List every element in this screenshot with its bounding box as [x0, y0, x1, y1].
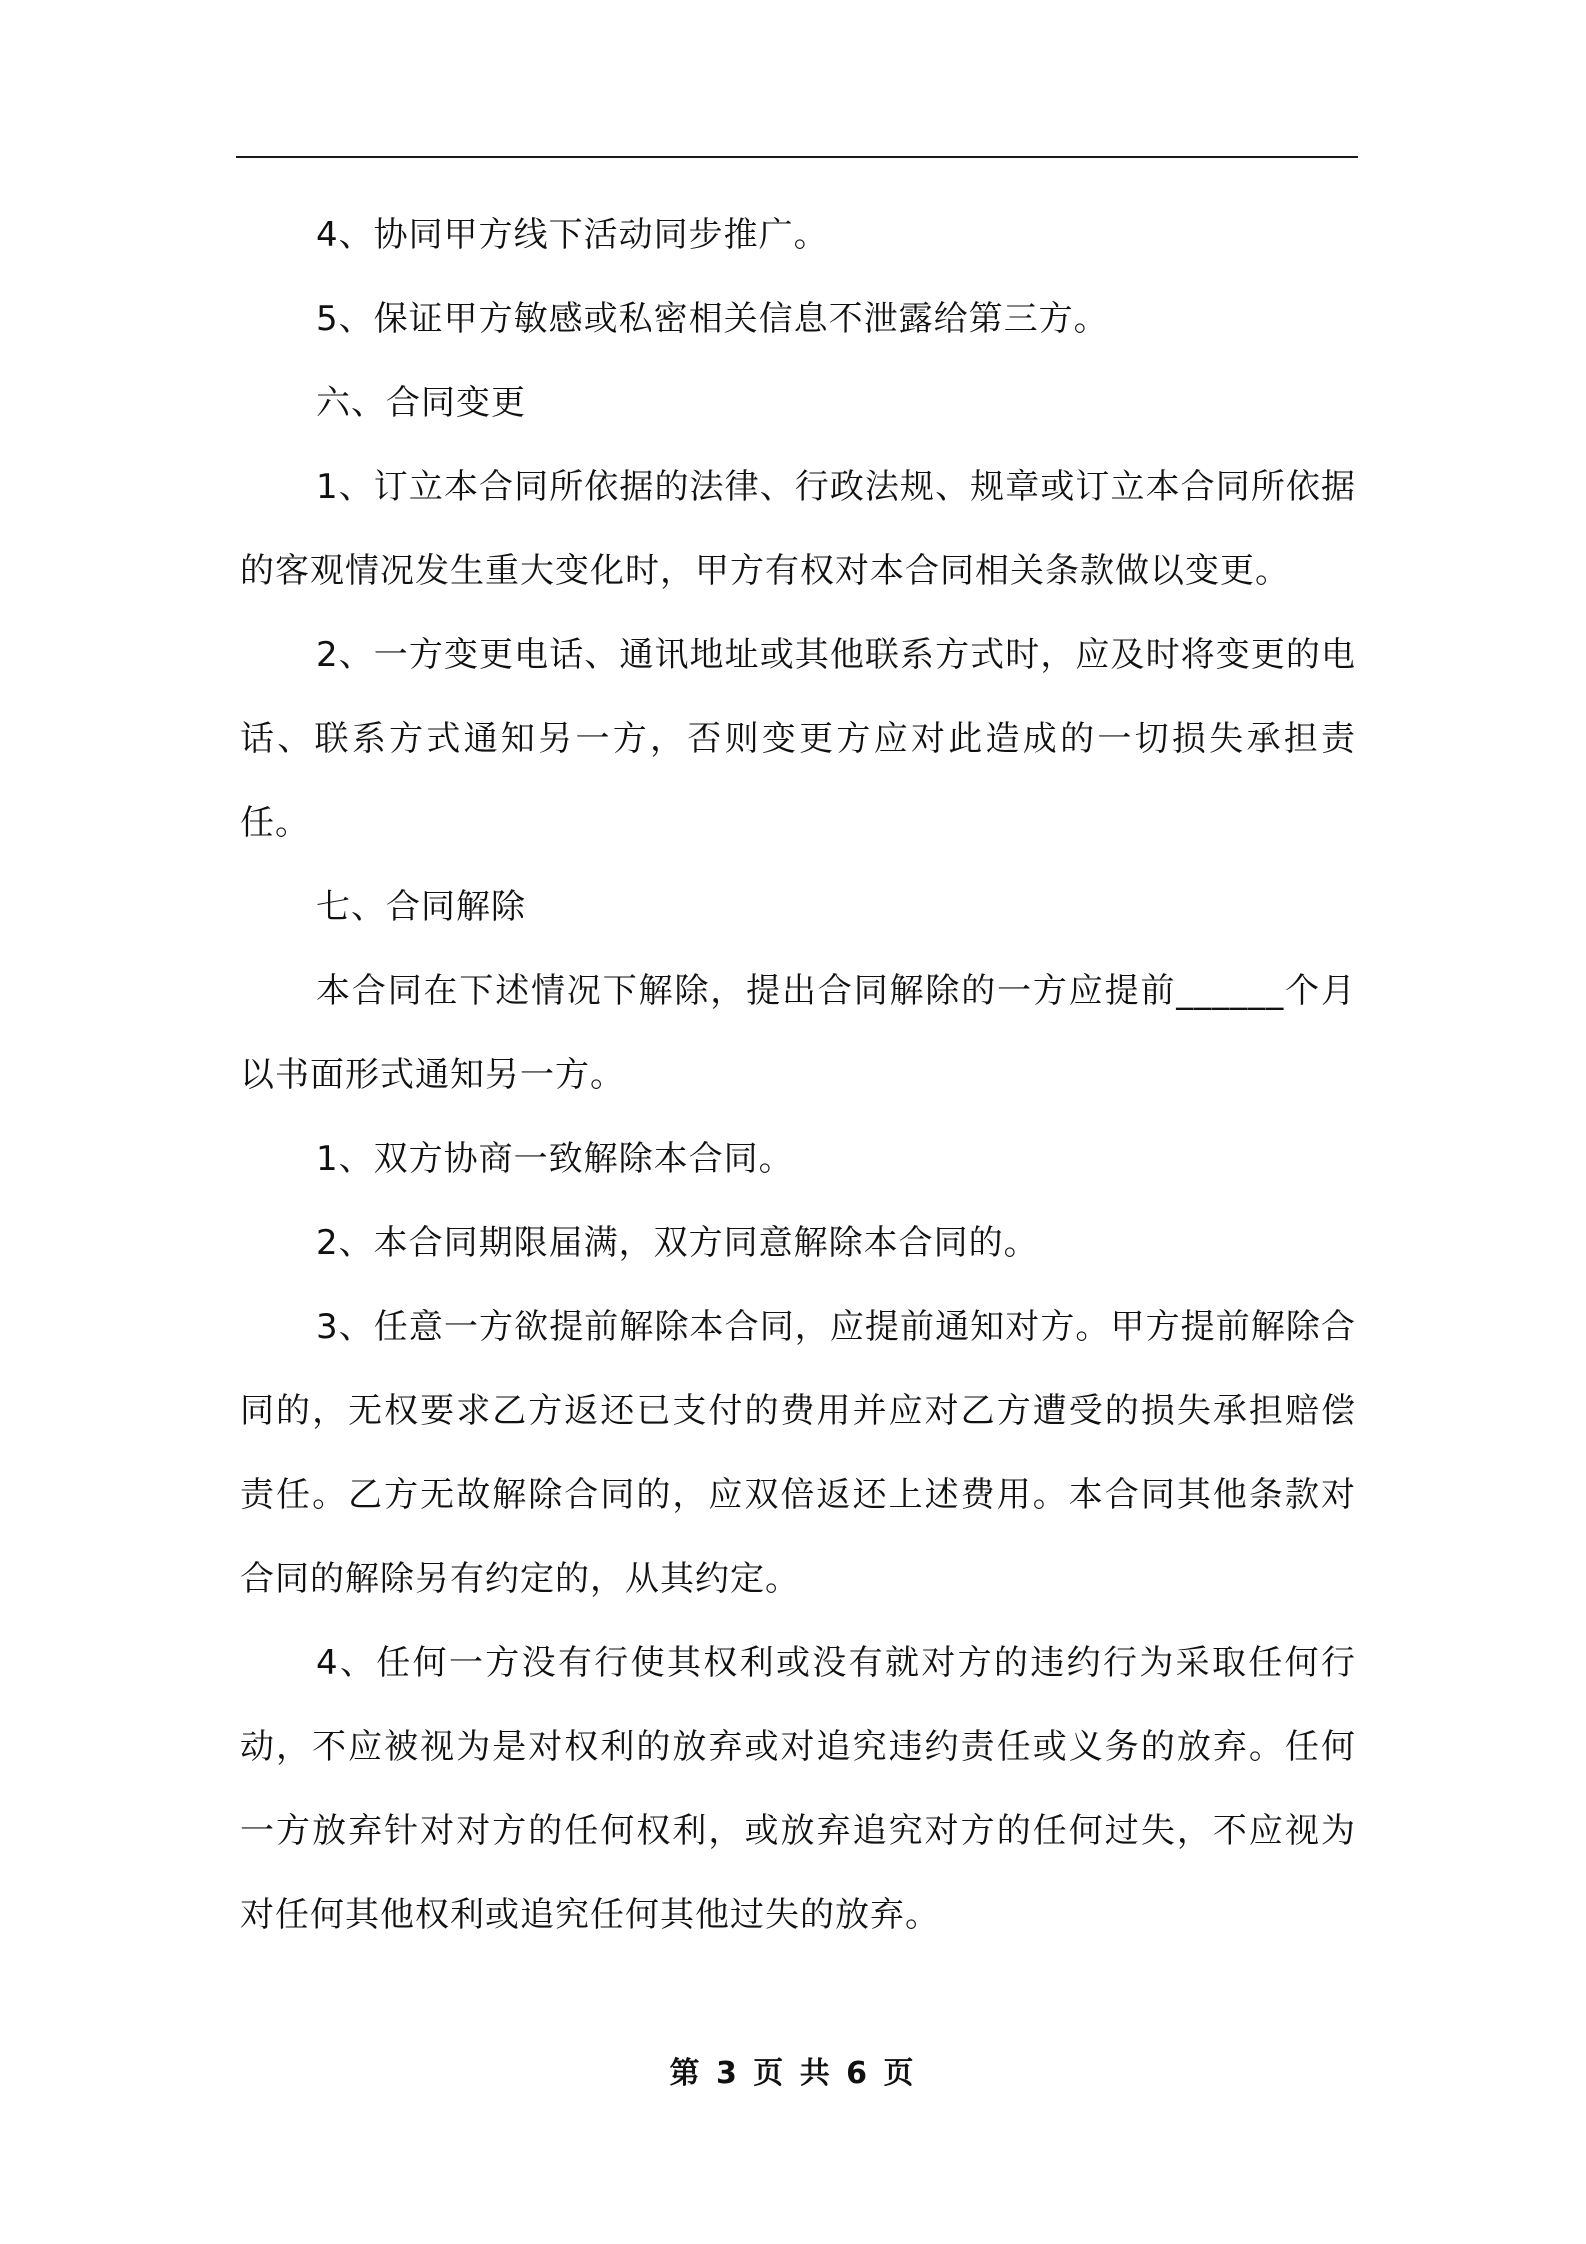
paragraph-item-5: 5、保证甲方敏感或私密相关信息不泄露给第三方。	[316, 299, 1109, 339]
section-heading-contract-change: 六、合同变更	[316, 383, 526, 423]
paragraph-change-1: 1、订立本合同所依据的法律、行政法规、规章或订立本合同所依据的客观情况发生重大变化时，甲方有权对本合同相关条款做以变更。	[240, 467, 1356, 591]
paragraph-termination-2: 2、本合同期限届满，双方同意解除本合同的。	[316, 1223, 1039, 1263]
paragraph-termination-3: 3、任意一方欲提前解除本合同，应提前通知对方。甲方提前解除合同的，无权要求乙方返还已支付的费用并应对乙方遭受的损失承担赔偿责任。乙方无故解除合同的，应双倍返还上述费用。本合同其他条款对合同的解除另有约定的，从其约定。	[240, 1307, 1356, 1599]
paragraph-termination-4: 4、任何一方没有行使其权利或没有就对方的违约行为采取任何行动，不应被视为是对权利的放弃或对追究违约责任或义务的放弃。任何一方放弃针对对方的任何权利，或放弃追究对方的任何过失，不应视为对任何其他权利或追究任何其他过失的放弃。	[240, 1643, 1356, 1935]
document-body	[240, 193, 1356, 1957]
section-heading-contract-termination: 七、合同解除	[316, 887, 526, 927]
paragraph-termination-intro: 本合同在下述情况下解除，提出合同解除的一方应提前______个月以书面形式通知另一方。	[240, 971, 1356, 1095]
paragraph-termination-1: 1、双方协商一致解除本合同。	[316, 1139, 794, 1179]
header-rule	[236, 156, 1358, 158]
paragraph-item-4: 4、协同甲方线下活动同步推广。	[316, 215, 829, 255]
page-number-footer: 第 3 页 共 6 页	[669, 2056, 917, 2091]
paragraph-change-2: 2、一方变更电话、通讯地址或其他联系方式时，应及时将变更的电话、联系方式通知另一方，否则变更方应对此造成的一切损失承担责任。	[240, 635, 1356, 843]
